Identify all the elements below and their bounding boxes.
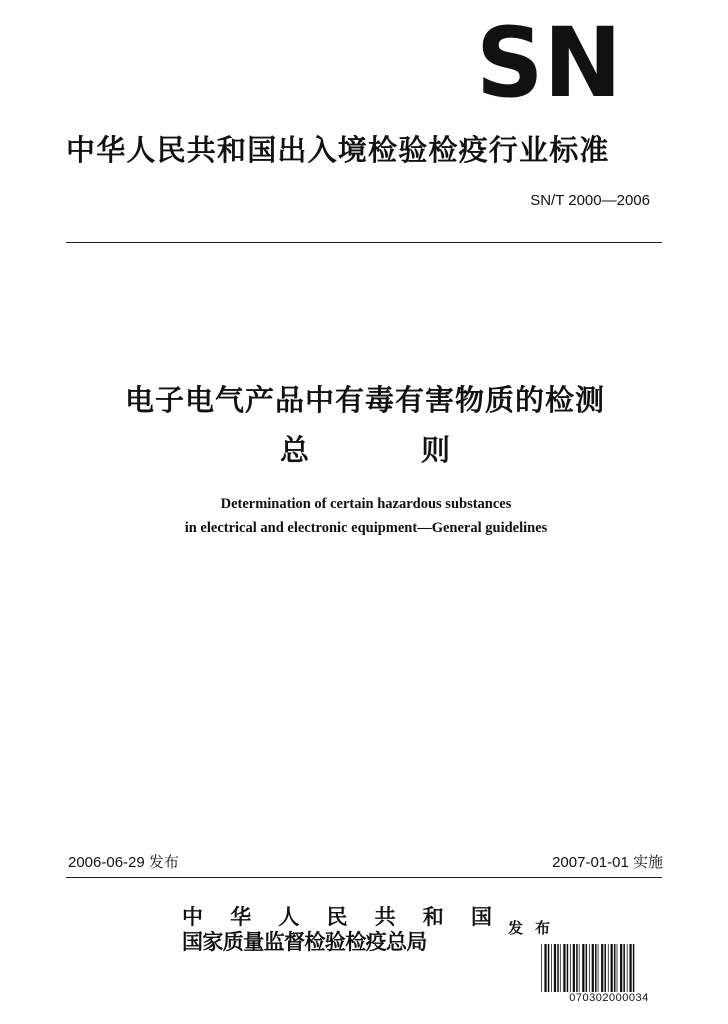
barcode-bar — [605, 944, 607, 992]
barcode-bar — [611, 944, 613, 992]
title-english-line-2: in electrical and electronic equipment—General guidelines — [184, 520, 548, 536]
title-english — [100, 492, 632, 540]
barcode-bar — [573, 944, 575, 992]
barcode-bar — [617, 944, 618, 992]
barcode-bar — [554, 944, 556, 992]
barcode-number: 070302000034 — [569, 992, 649, 1004]
barcode-bar — [595, 944, 597, 992]
barcode-bar — [567, 944, 569, 992]
date-row — [68, 851, 663, 872]
barcode-bar — [557, 944, 559, 992]
barcode-bar — [598, 944, 599, 992]
barcode-bar — [579, 944, 580, 992]
issuer-char: 民 — [326, 904, 348, 929]
sn-logo-text: SN — [476, 22, 622, 100]
issuer-char: 和 — [422, 904, 444, 929]
subtitle-part-1: 总 — [280, 433, 310, 467]
barcode-graphic — [540, 944, 678, 992]
barcode-bar — [608, 944, 609, 992]
standard-code: SN/T 2000—2006 — [530, 192, 650, 209]
issuer-agency: 国家质量监督检验检疫总局 — [182, 929, 427, 954]
barcode-bar — [623, 944, 625, 992]
barcode-bar — [560, 944, 561, 992]
sn-logo-graphic — [476, 22, 622, 100]
barcode-bar — [589, 944, 590, 992]
barcode-bar — [586, 944, 588, 992]
issue-word: 发布 — [508, 919, 563, 937]
barcode-bar — [582, 944, 584, 992]
barcode — [540, 944, 678, 992]
barcode-bar — [620, 944, 622, 992]
issuer-block — [182, 905, 492, 955]
issuer-char: 华 — [230, 904, 252, 929]
barcode-bar — [548, 944, 550, 992]
title-english-line-1: Determination of certain hazardous substances — [220, 496, 512, 512]
implement-date: 2007-01-01 实施 — [552, 854, 663, 871]
issuer-char: 共 — [374, 904, 396, 929]
issuer-char: 国 — [470, 904, 492, 929]
barcode-bar — [592, 944, 594, 992]
top-divider — [66, 242, 662, 243]
barcode-bar — [576, 944, 578, 992]
barcode-bar — [614, 944, 616, 992]
barcode-bar — [570, 944, 571, 992]
barcode-bar — [629, 944, 631, 992]
issuer-char: 人 — [278, 904, 300, 929]
barcode-bar — [563, 944, 565, 992]
barcode-bar — [551, 944, 552, 992]
bottom-divider — [66, 877, 662, 878]
issuer-char: 中 — [182, 904, 203, 929]
barcode-bar — [541, 944, 542, 992]
issue-date: 2006-06-29 发布 — [68, 854, 179, 871]
barcode-bar — [633, 944, 635, 992]
barcode-bar — [544, 944, 546, 992]
standard-category: 中华人民共和国出入境检验检疫行业标准 — [66, 133, 610, 167]
subtitle-chinese — [280, 428, 450, 469]
issuer-country — [182, 905, 492, 929]
sn-logo — [476, 22, 622, 100]
subtitle-part-2: 则 — [420, 433, 450, 467]
barcode-bar — [627, 944, 628, 992]
title-chinese: 电子电气产品中有毒有害物质的检测 — [124, 383, 605, 417]
barcode-bar — [601, 944, 603, 992]
